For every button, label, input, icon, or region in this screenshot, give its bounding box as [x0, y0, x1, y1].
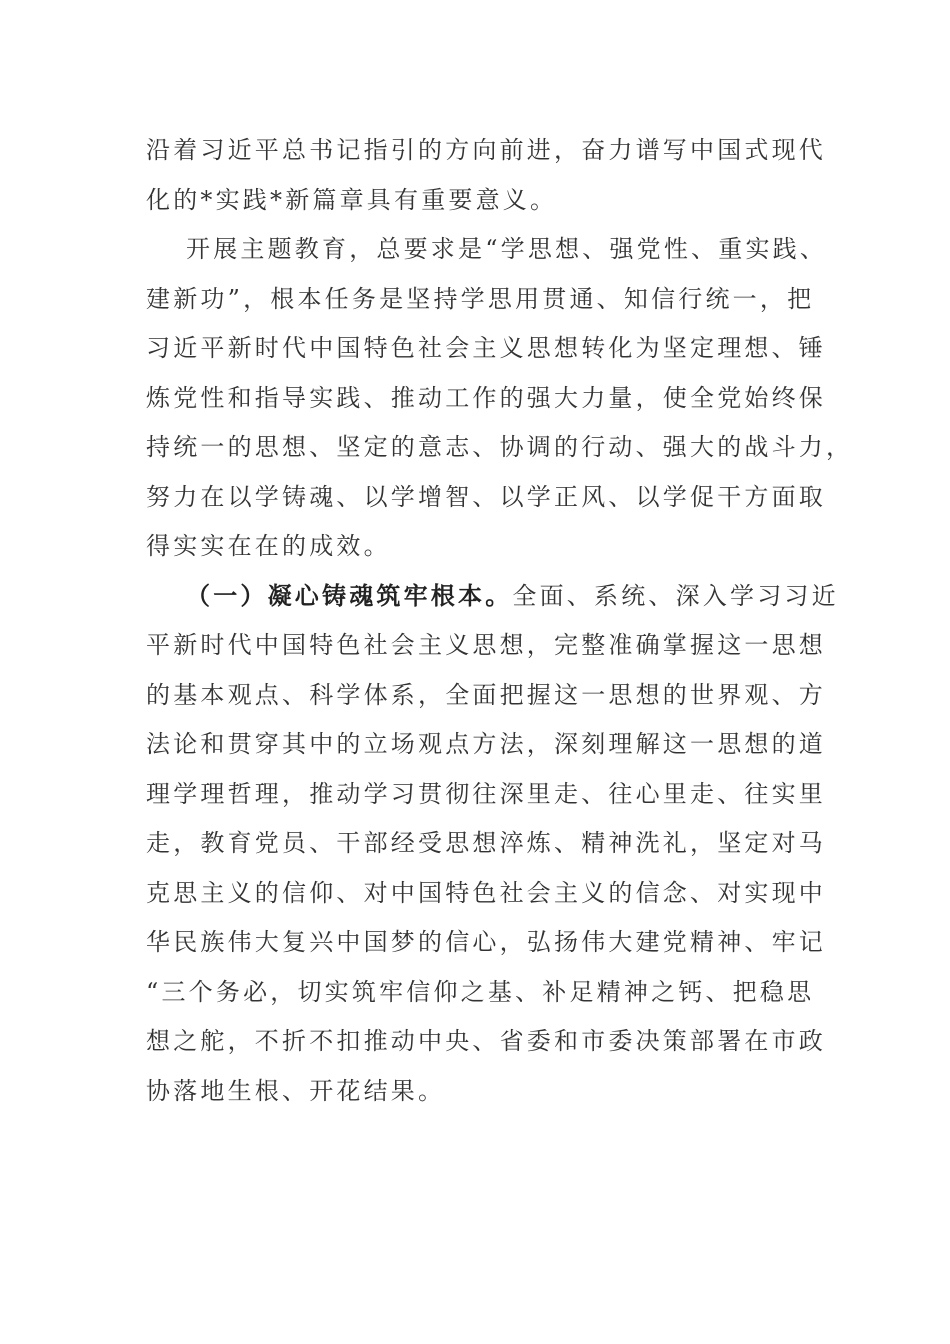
paragraph-2	[146, 225, 854, 572]
text-line: 协落地生根、开花结果。	[146, 1076, 446, 1105]
text-line: 走，教育党员、干部经受思想淬炼、精神洗礼，坚定对马	[146, 829, 826, 857]
text-line: “三个务必，切实筑牢信仰之基、补足精神之钙、把稳思	[146, 977, 815, 1006]
text-line: 平新时代中国特色社会主义思想，完整准确掌握这一思想	[146, 631, 826, 659]
section-heading: （一）凝心铸魂筑牢根本。	[186, 581, 513, 610]
text-line: 开展主题教育，总要求是“学思想、强党性、重实践、	[186, 235, 828, 263]
text-line: 想之舵，不折不扣推动中央、省委和市委决策部署在市政	[146, 1027, 826, 1055]
text-line: 华民族伟大复兴中国梦的信心，弘扬伟大建党精神、牢记	[146, 928, 826, 956]
text-line: 得实实在在的成效。	[146, 532, 391, 560]
text-line: 化的*实践*新篇章具有重要意义。	[146, 185, 558, 214]
document-body	[146, 126, 854, 1116]
paragraph-3	[146, 572, 839, 1117]
text-line: 克思主义的信仰、对中国特色社会主义的信念、对实现中	[146, 878, 826, 907]
text-line: 理学理哲理，推动学习贯彻往深里走、往心里走、往实里	[146, 779, 826, 808]
text-line: 法论和贯穿其中的立场观点方法，深刻理解这一思想的道	[146, 730, 826, 758]
text-line	[146, 572, 839, 622]
text-line: 努力在以学铸魂、以学增智、以学正风、以学促干方面取	[146, 482, 826, 511]
text-line: 习近平新时代中国特色社会主义思想转化为坚定理想、锤	[146, 334, 826, 362]
text-line: 建新功”，根本任务是坚持学思用贯通、知信行统一，把	[146, 284, 815, 313]
text-line: 炼党性和指导实践、推动工作的强大力量，使全党始终保	[146, 383, 826, 412]
text-line: 沿着习近平总书记指引的方向前进，奋力谱写中国式现代	[146, 136, 826, 164]
text-line: 的基本观点、科学体系，全面把握这一思想的世界观、方	[146, 680, 826, 709]
paragraph-1	[146, 126, 826, 225]
text-line: 持统一的思想、坚定的意志、协调的行动、强大的战斗力，	[146, 433, 854, 461]
text-run: 全面、系统、深入学习习近	[512, 581, 839, 610]
